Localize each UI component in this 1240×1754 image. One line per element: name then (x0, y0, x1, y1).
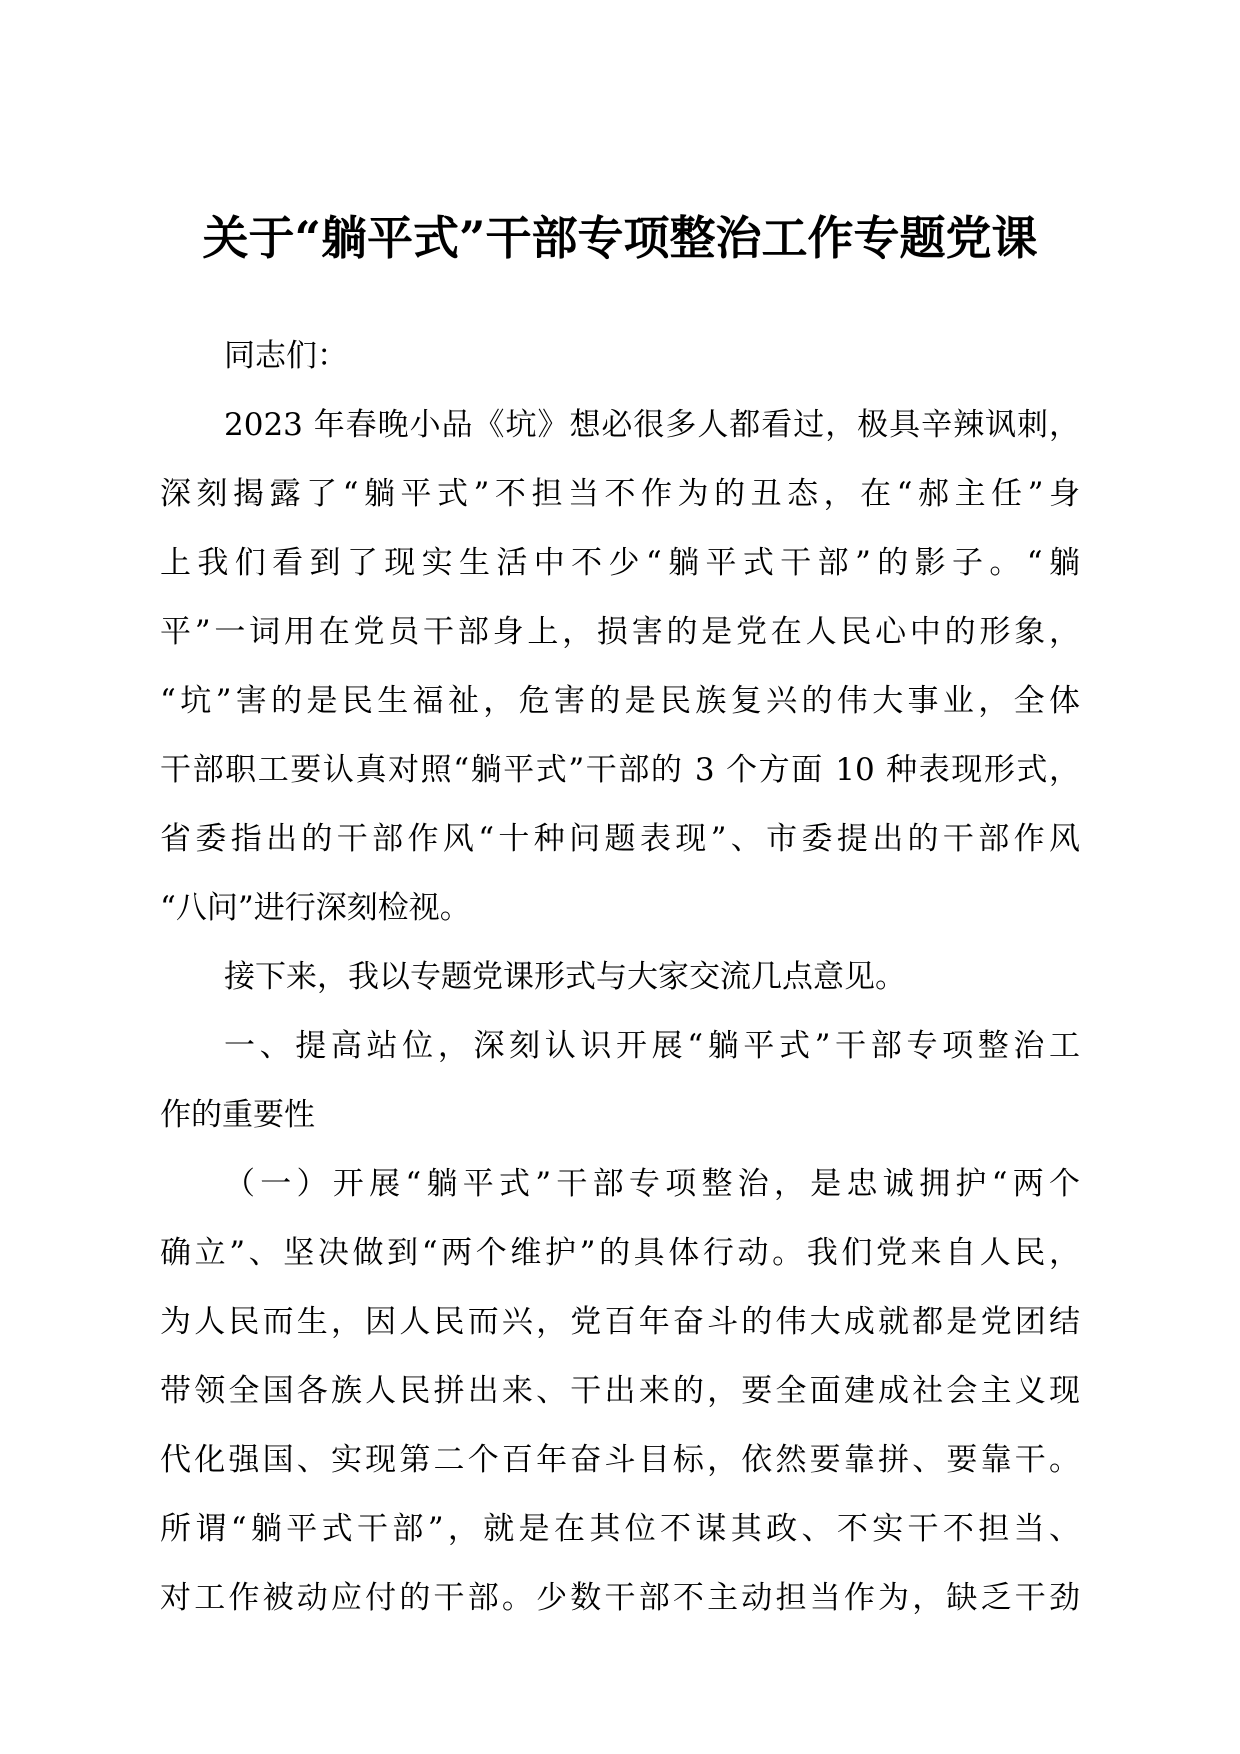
text-line: 作的重要性 (160, 1097, 315, 1133)
text-line: 确立”、坚决做到“两个维护”的具体行动。我们党来自人民， (160, 1235, 1080, 1271)
document-body (160, 322, 1080, 1633)
paragraph-intro (160, 391, 1080, 943)
text-line: “坑”害的是民生福祉，危害的是民族复兴的伟大事业，全体 (160, 683, 1080, 719)
paragraph-greeting (160, 322, 1080, 391)
text-line: 干部职工要认真对照“躺平式”干部的 3 个方面 10 种表现形式， (160, 752, 1080, 788)
paragraph-section-1-1 (160, 1150, 1080, 1633)
paragraph-section-1-heading (160, 1012, 1080, 1150)
paragraph-transition (160, 943, 1080, 1012)
text-line: 一、提高站位，深刻认识开展“躺平式”干部专项整治工 (224, 1028, 1080, 1064)
text-line: 代化强国、实现第二个百年奋斗目标，依然要靠拼、要靠干。 (160, 1442, 1080, 1478)
text-line: 2023 年春晚小品《坑》想必很多人都看过，极具辛辣讽刺， (224, 407, 1080, 443)
text-line: 同志们： (224, 338, 348, 374)
text-line: 带领全国各族人民拼出来、干出来的，要全面建成社会主义现 (160, 1373, 1080, 1409)
text-line: 平”一词用在党员干部身上，损害的是党在人民心中的形象， (160, 614, 1080, 650)
text-line: 上我们看到了现实生活中不少“躺平式干部”的影子。“躺 (160, 545, 1080, 581)
text-line: 对工作被动应付的干部。少数干部不主动担当作为，缺乏干劲 (160, 1580, 1080, 1616)
document-title: 关于“躺平式”干部专项整治工作专题党课 (202, 211, 1038, 265)
text-line: 省委指出的干部作风“十种问题表现”、市委提出的干部作风 (160, 821, 1080, 857)
text-line: 深刻揭露了“躺平式”不担当不作为的丑态，在“郝主任”身 (160, 476, 1080, 512)
text-line: 接下来，我以专题党课形式与大家交流几点意见。 (224, 959, 906, 995)
text-line: 所谓“躺平式干部”，就是在其位不谋其政、不实干不担当、 (160, 1511, 1080, 1547)
text-line: （一）开展“躺平式”干部专项整治，是忠诚拥护“两个 (224, 1166, 1080, 1202)
text-line: 为人民而生，因人民而兴，党百年奋斗的伟大成就都是党团结 (160, 1304, 1080, 1340)
text-line: “八问”进行深刻检视。 (160, 890, 471, 926)
